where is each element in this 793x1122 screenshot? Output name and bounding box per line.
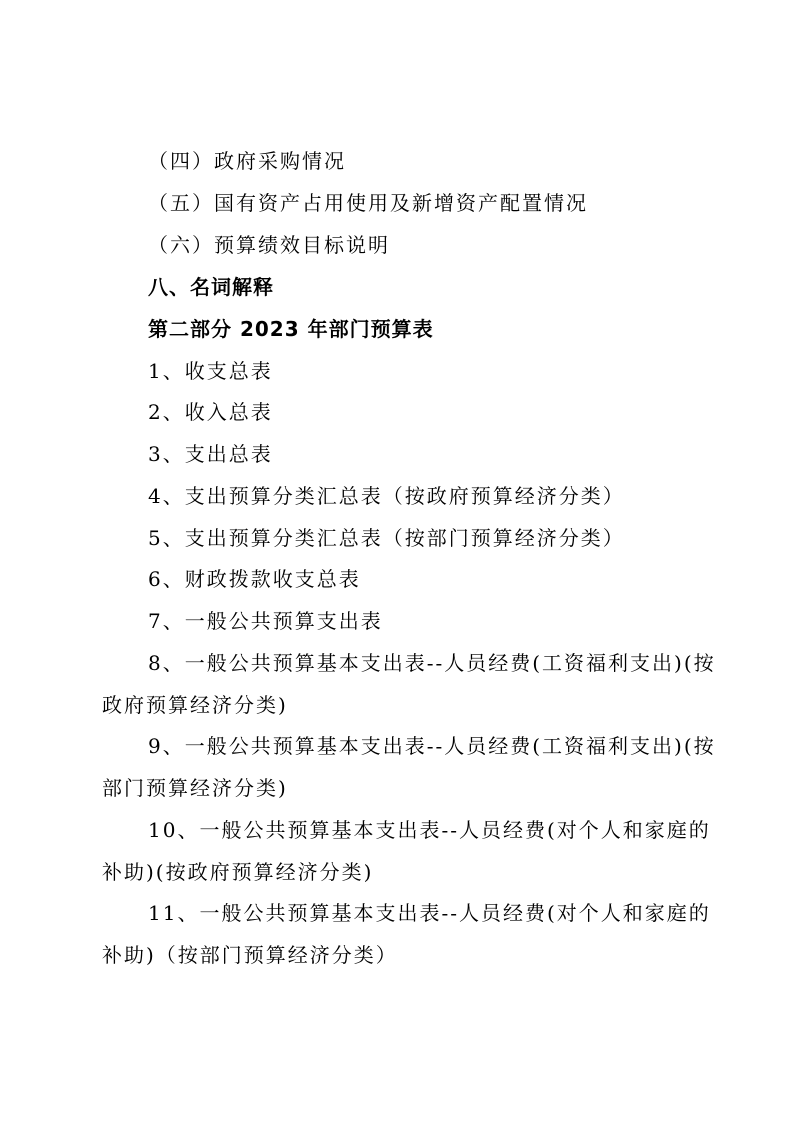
item-state-assets: （五）国有资产占用使用及新增资产配置情况 (148, 191, 588, 215)
table-item-3: 3、支出总表 (148, 442, 273, 466)
item-government-procurement: （四）政府采购情况 (148, 149, 346, 173)
table-item-6: 6、财政拨款收支总表 (148, 567, 361, 591)
table-item-1: 1、收支总表 (148, 359, 273, 383)
table-item-8: 8、一般公共预算基本支出表--人员经费(工资福利支出)(按 (148, 651, 716, 675)
table-item-10-continued: 补助)(按政府预算经济分类) (102, 860, 374, 884)
heading-glossary: 八、名词解释 (148, 275, 274, 299)
table-item-11-continued: 补助)（按部门预算经济分类） (102, 943, 398, 967)
table-item-8-continued: 政府预算经济分类) (102, 693, 288, 717)
table-item-9-continued: 部门预算经济分类) (102, 776, 288, 800)
table-item-7: 7、一般公共预算支出表 (148, 609, 383, 633)
table-item-11: 11、一般公共预算基本支出表--人员经费(对个人和家庭的 (148, 901, 711, 925)
table-item-10: 10、一般公共预算基本支出表--人员经费(对个人和家庭的 (148, 818, 711, 842)
heading-part-two: 第二部分 2023 年部门预算表 (148, 317, 434, 341)
item-performance-targets: （六）预算绩效目标说明 (148, 233, 390, 257)
table-item-4: 4、支出预算分类汇总表（按政府预算经济分类） (148, 484, 625, 508)
table-item-5: 5、支出预算分类汇总表（按部门预算经济分类） (148, 526, 625, 550)
table-item-9: 9、一般公共预算基本支出表--人员经费(工资福利支出)(按 (148, 734, 716, 758)
table-item-2: 2、收入总表 (148, 400, 273, 424)
